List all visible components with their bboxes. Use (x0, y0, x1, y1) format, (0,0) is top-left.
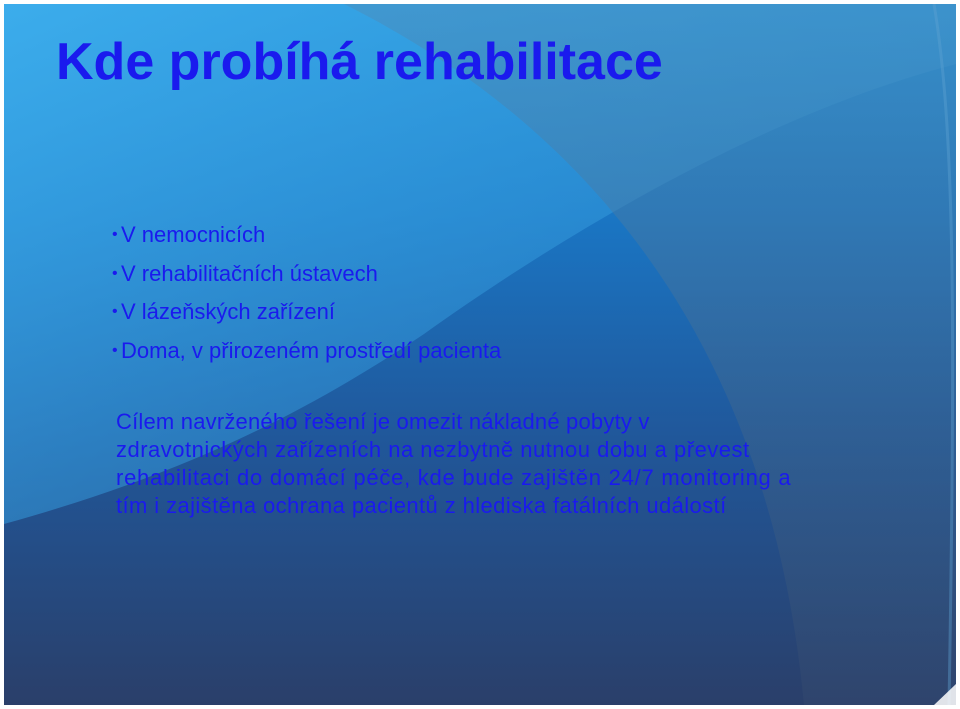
bullet-item (112, 293, 501, 332)
paragraph-line: rehabilitaci do domácí péče, kde bude zajištěn 24/7 monitoring a (116, 465, 792, 490)
goal-paragraph (116, 408, 916, 520)
bullet-text: V nemocnicích (121, 222, 266, 247)
bullet-icon: • (112, 303, 118, 320)
bullet-icon: • (112, 341, 118, 359)
slide (4, 4, 956, 705)
bullet-icon: • (112, 264, 118, 282)
slide-title: Kde probíhá rehabilitace (56, 33, 663, 91)
bullet-icon: • (112, 226, 118, 243)
bullet-item (112, 216, 501, 255)
bullet-text: V rehabilitačních ústavech (121, 260, 378, 286)
paragraph-line: zdravotnických zařízeních na nezbytně nutnou dobu a převest (116, 437, 750, 462)
paragraph-line: Cílem navrženého řešení je omezit nákladné pobyty v (116, 409, 650, 434)
bullet-list (112, 216, 501, 370)
bullet-item (112, 332, 501, 371)
bullet-text: V lázeňských zařízení (121, 299, 335, 324)
bullet-item (112, 255, 501, 294)
paragraph-line: tím i zajištěna ochrana pacientů z hlediska fatálních událostí (116, 493, 727, 518)
bullet-text: Doma, v přirozeném prostředí pacienta (121, 337, 502, 363)
